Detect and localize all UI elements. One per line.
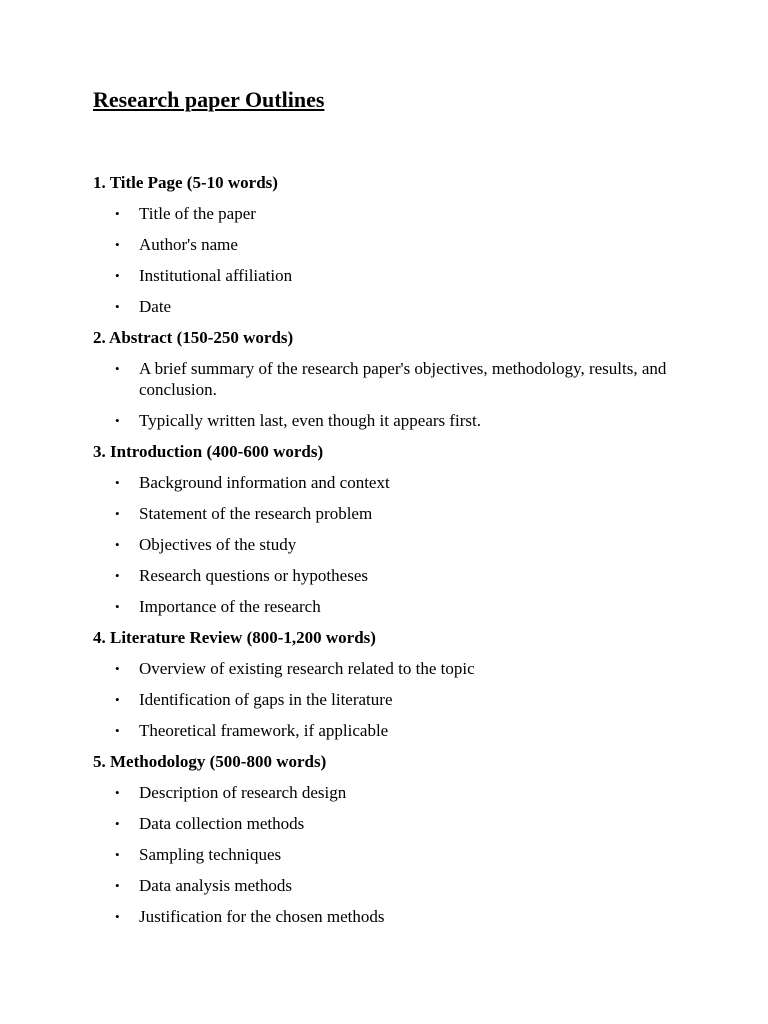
bullet-item <box>93 565 693 586</box>
bullet-icon: • <box>115 878 120 893</box>
bullet-text: Typically written last, even though it appears first. <box>139 411 482 430</box>
bullet-text: Author's name <box>139 235 238 254</box>
section-heading: 3. Introduction (400-600 words) <box>93 442 324 461</box>
bullet-icon: • <box>115 413 120 428</box>
bullet-icon: • <box>115 206 120 221</box>
bullet-icon: • <box>115 692 120 707</box>
bullet-text: Justification for the chosen methods <box>139 907 385 926</box>
bullet-icon: • <box>115 361 120 376</box>
bullet-icon: • <box>115 785 120 800</box>
document-page <box>93 86 693 937</box>
bullet-text: Sampling techniques <box>139 845 282 864</box>
bullet-icon: • <box>115 816 120 831</box>
bullet-item <box>93 203 693 224</box>
bullet-icon: • <box>115 847 120 862</box>
section-heading: 4. Literature Review (800-1,200 words) <box>93 628 376 647</box>
outline-section <box>93 441 693 617</box>
outline-section <box>93 172 693 317</box>
bullet-list <box>93 472 693 617</box>
bullet-text: Objectives of the study <box>139 535 297 554</box>
section-heading: 5. Methodology (500-800 words) <box>93 752 327 771</box>
bullet-text: Overview of existing research related to the topic <box>139 659 475 678</box>
bullet-text: A brief summary of the research paper's objectives, methodology, results, and conclusion. <box>139 359 667 399</box>
bullet-item <box>93 296 693 317</box>
bullet-list <box>93 782 693 927</box>
bullet-text: Background information and context <box>139 473 390 492</box>
bullet-text: Identification of gaps in the literature <box>139 690 393 709</box>
bullet-item <box>93 503 693 524</box>
bullet-item <box>93 782 693 803</box>
bullet-text: Title of the paper <box>139 204 256 223</box>
bullet-icon: • <box>115 723 120 738</box>
bullet-text: Institutional affiliation <box>139 266 293 285</box>
bullet-item <box>93 906 693 927</box>
bullet-item <box>93 720 693 741</box>
bullet-list <box>93 358 693 431</box>
outline-sections <box>93 172 693 927</box>
bullet-icon: • <box>115 568 120 583</box>
bullet-item <box>93 410 693 431</box>
bullet-list <box>93 658 693 741</box>
outline-section <box>93 327 693 431</box>
bullet-item <box>93 844 693 865</box>
bullet-item <box>93 813 693 834</box>
bullet-icon: • <box>115 537 120 552</box>
bullet-text: Research questions or hypotheses <box>139 566 368 585</box>
section-heading: 1. Title Page (5-10 words) <box>93 173 278 192</box>
bullet-icon: • <box>115 299 120 314</box>
bullet-icon: • <box>115 909 120 924</box>
bullet-icon: • <box>115 506 120 521</box>
bullet-item <box>93 658 693 679</box>
bullet-icon: • <box>115 599 120 614</box>
bullet-text: Data collection methods <box>139 814 305 833</box>
bullet-list <box>93 203 693 317</box>
outline-section <box>93 627 693 741</box>
section-heading: 2. Abstract (150-250 words) <box>93 328 294 347</box>
document-title: Research paper Outlines <box>93 87 325 112</box>
bullet-text: Date <box>139 297 172 316</box>
bullet-text: Theoretical framework, if applicable <box>139 721 389 740</box>
outline-section <box>93 751 693 927</box>
bullet-text: Importance of the research <box>139 597 321 616</box>
bullet-item <box>93 358 693 400</box>
bullet-text: Data analysis methods <box>139 876 292 895</box>
bullet-item <box>93 234 693 255</box>
bullet-item <box>93 875 693 896</box>
bullet-icon: • <box>115 237 120 252</box>
bullet-item <box>93 596 693 617</box>
bullet-item <box>93 265 693 286</box>
bullet-item <box>93 689 693 710</box>
bullet-text: Description of research design <box>139 783 347 802</box>
bullet-icon: • <box>115 475 120 490</box>
bullet-item <box>93 534 693 555</box>
bullet-icon: • <box>115 268 120 283</box>
bullet-item <box>93 472 693 493</box>
bullet-icon: • <box>115 661 120 676</box>
bullet-text: Statement of the research problem <box>139 504 373 523</box>
